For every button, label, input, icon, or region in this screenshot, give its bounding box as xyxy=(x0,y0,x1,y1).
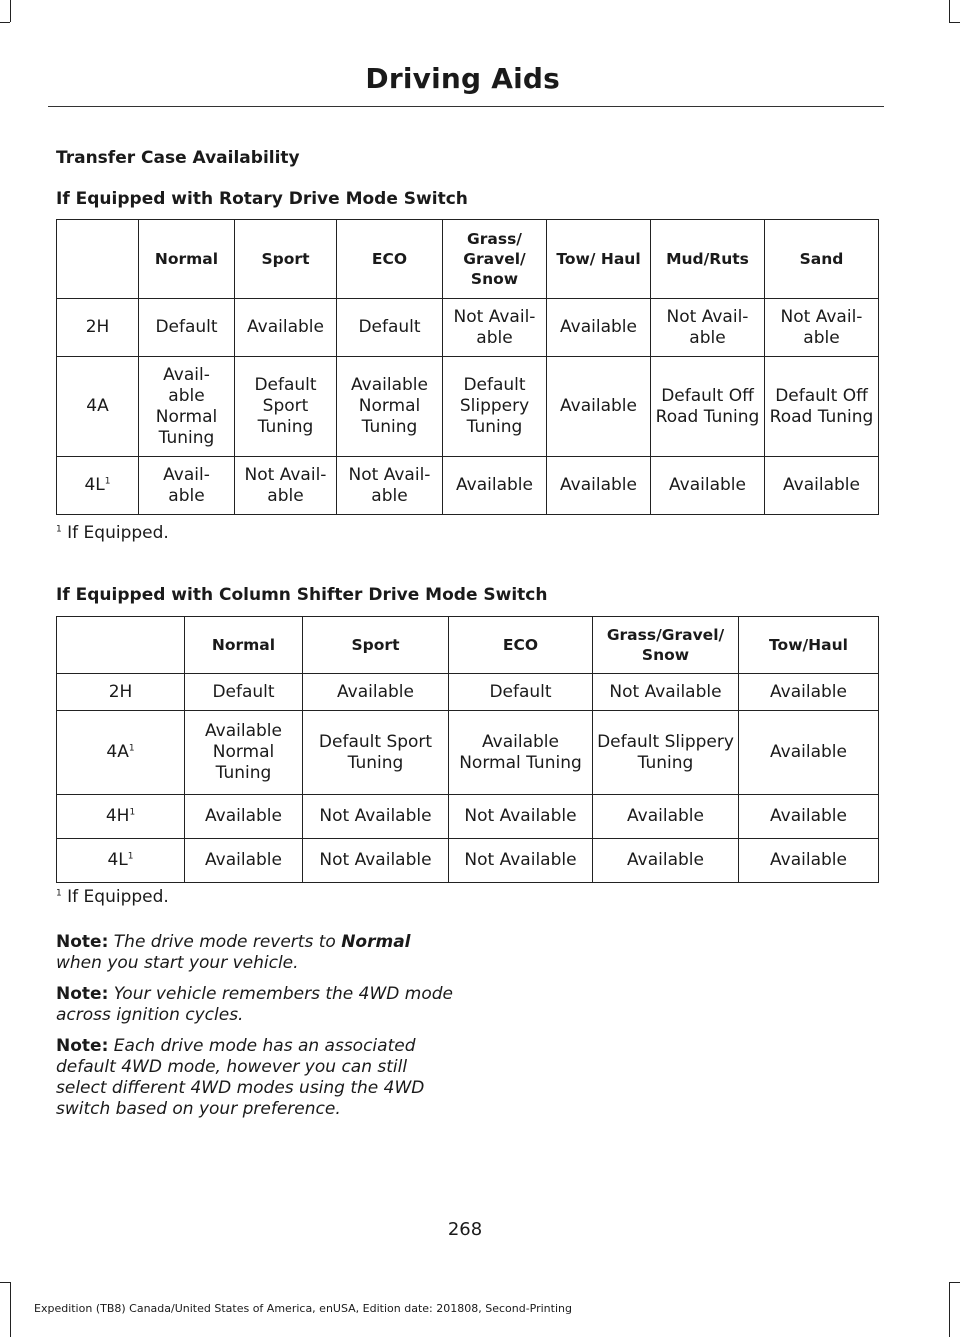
column-header: Sport xyxy=(235,220,337,299)
table-cell: Default Off Road Tuning xyxy=(765,357,879,457)
column-shifter-availability-table xyxy=(56,616,879,883)
column-header: Tow/Haul xyxy=(739,617,879,674)
footnote-mark: 1 xyxy=(56,524,62,535)
row-mode-cell xyxy=(57,357,139,457)
crop-mark-bottom-left-h xyxy=(0,1282,10,1283)
row-mode-cell xyxy=(57,457,139,515)
row-mode-cell xyxy=(57,795,185,839)
note-text: Each drive mode has an associated default 4WD mode, however you can still select different 4WD modes using the 4WD switch based on your preference. xyxy=(56,1036,425,1119)
table-cell: Available xyxy=(739,711,879,795)
table-cell: Available xyxy=(185,839,303,883)
crop-mark-bottom-right-v xyxy=(949,1282,950,1337)
table-cell: Default Sport Tuning xyxy=(303,711,449,795)
note-label: Note: xyxy=(56,932,109,952)
note-text-after: when you start your vehicle. xyxy=(56,953,299,973)
table-cell: Available xyxy=(739,674,879,711)
column-header: Mud/Ruts xyxy=(651,220,765,299)
table-cell: Available xyxy=(443,457,547,515)
table-cell: Available xyxy=(235,299,337,357)
page-footer: Expedition (TB8) Canada/United States of America, enUSA, Edition date: 201808, Second-Printing xyxy=(34,1302,572,1315)
table-cell: Not Avail- able xyxy=(765,299,879,357)
table-cell: Not Available xyxy=(449,795,593,839)
footnote-text: If Equipped. xyxy=(67,523,169,543)
table-cell: Avail- able xyxy=(139,457,235,515)
crop-mark-bottom-right-h xyxy=(949,1282,960,1283)
table-cell: Not Avail- able xyxy=(443,299,547,357)
table1-title: If Equipped with Rotary Drive Mode Switch xyxy=(56,189,468,209)
table-cell: Default Off Road Tuning xyxy=(651,357,765,457)
table-cell: Default Slippery Tuning xyxy=(593,711,739,795)
note-1 xyxy=(56,932,456,974)
column-header: Normal xyxy=(185,617,303,674)
section-title: Transfer Case Availability xyxy=(56,148,300,168)
table-cell: Available xyxy=(739,795,879,839)
row-mode-cell xyxy=(57,299,139,357)
column-header: ECO xyxy=(337,220,443,299)
table-cell: Default Slippery Tuning xyxy=(443,357,547,457)
table-cell: Available xyxy=(765,457,879,515)
page-number: 268 xyxy=(447,1219,483,1240)
column-header xyxy=(57,220,139,299)
table-row xyxy=(57,839,879,883)
mode-label: 4L xyxy=(107,850,128,870)
mode-label: 4H xyxy=(105,806,130,826)
crop-mark-bottom-left-v xyxy=(10,1282,11,1337)
row-mode-cell xyxy=(57,711,185,795)
column-header xyxy=(57,617,185,674)
table-cell: Available Normal Tuning xyxy=(185,711,303,795)
mode-label: 4A xyxy=(106,742,129,762)
table-cell: Available xyxy=(547,457,651,515)
mode-label: 2H xyxy=(108,681,133,702)
column-header: Sport xyxy=(303,617,449,674)
footnote-mark: 1 xyxy=(129,807,136,818)
rotary-switch-availability-table xyxy=(56,219,879,515)
table-cell: Not Available xyxy=(303,839,449,883)
note-emphasis: Normal xyxy=(341,932,411,952)
table-cell: Available xyxy=(185,795,303,839)
table-row xyxy=(57,299,879,357)
table-cell: Not Available xyxy=(449,839,593,883)
table-cell: Default xyxy=(139,299,235,357)
note-2 xyxy=(56,984,456,1026)
footnote-mark: 1 xyxy=(127,851,134,862)
table-row xyxy=(57,711,879,795)
table-cell: Available xyxy=(739,839,879,883)
row-mode-cell xyxy=(57,839,185,883)
footnote-text: If Equipped. xyxy=(67,887,169,907)
table2-footnote xyxy=(56,887,169,907)
table-cell: Avail- able Normal Tuning xyxy=(139,357,235,457)
note-label: Note: xyxy=(56,984,109,1004)
crop-mark-top-left-v xyxy=(10,0,11,22)
footnote-mark: 1 xyxy=(128,743,135,754)
table-cell: Available xyxy=(547,357,651,457)
table-row xyxy=(57,795,879,839)
column-header: Normal xyxy=(139,220,235,299)
note-text: Your vehicle remembers the 4WD mode across ignition cycles. xyxy=(56,984,453,1025)
crop-mark-top-right-v xyxy=(949,0,950,22)
table-cell: Not Available xyxy=(303,795,449,839)
table-cell: Available xyxy=(651,457,765,515)
table-cell: Not Available xyxy=(593,674,739,711)
note-3 xyxy=(56,1036,456,1120)
mode-label: 4L xyxy=(84,475,105,495)
table1-footnote xyxy=(56,523,169,543)
table-cell: Default xyxy=(449,674,593,711)
table-cell: Not Avail- able xyxy=(337,457,443,515)
crop-mark-top-right-h xyxy=(949,22,960,23)
table-cell: Default xyxy=(185,674,303,711)
column-header: ECO xyxy=(449,617,593,674)
column-header: Grass/ Gravel/ Snow xyxy=(443,220,547,299)
table-cell: Not Avail- able xyxy=(235,457,337,515)
mode-label: 4A xyxy=(86,396,109,416)
column-header: Tow/ Haul xyxy=(547,220,651,299)
table-cell: Available xyxy=(303,674,449,711)
note-text: The drive mode reverts to xyxy=(113,932,336,952)
table-cell: Default xyxy=(337,299,443,357)
note-label: Note: xyxy=(56,1036,109,1056)
footnote-mark: 1 xyxy=(104,476,111,487)
column-header: Sand xyxy=(765,220,879,299)
mode-label: 2H xyxy=(85,317,110,337)
column-header: Grass/Gravel/ Snow xyxy=(593,617,739,674)
table-cell: Default Sport Tuning xyxy=(235,357,337,457)
crop-mark-top-left-h xyxy=(0,22,10,23)
table-cell: Available Normal Tuning xyxy=(337,357,443,457)
page-header-title: Driving Aids xyxy=(365,62,560,95)
table2-title: If Equipped with Column Shifter Drive Mode Switch xyxy=(56,585,548,605)
table-cell: Available xyxy=(593,795,739,839)
header-divider xyxy=(48,106,884,107)
table-cell: Available xyxy=(593,839,739,883)
row-mode-cell xyxy=(57,674,185,711)
table-cell: Not Avail- able xyxy=(651,299,765,357)
table-cell: Available Normal Tuning xyxy=(449,711,593,795)
table-row xyxy=(57,457,879,515)
table-row xyxy=(57,674,879,711)
table-cell: Available xyxy=(547,299,651,357)
footnote-mark: 1 xyxy=(56,888,62,899)
table-row xyxy=(57,357,879,457)
